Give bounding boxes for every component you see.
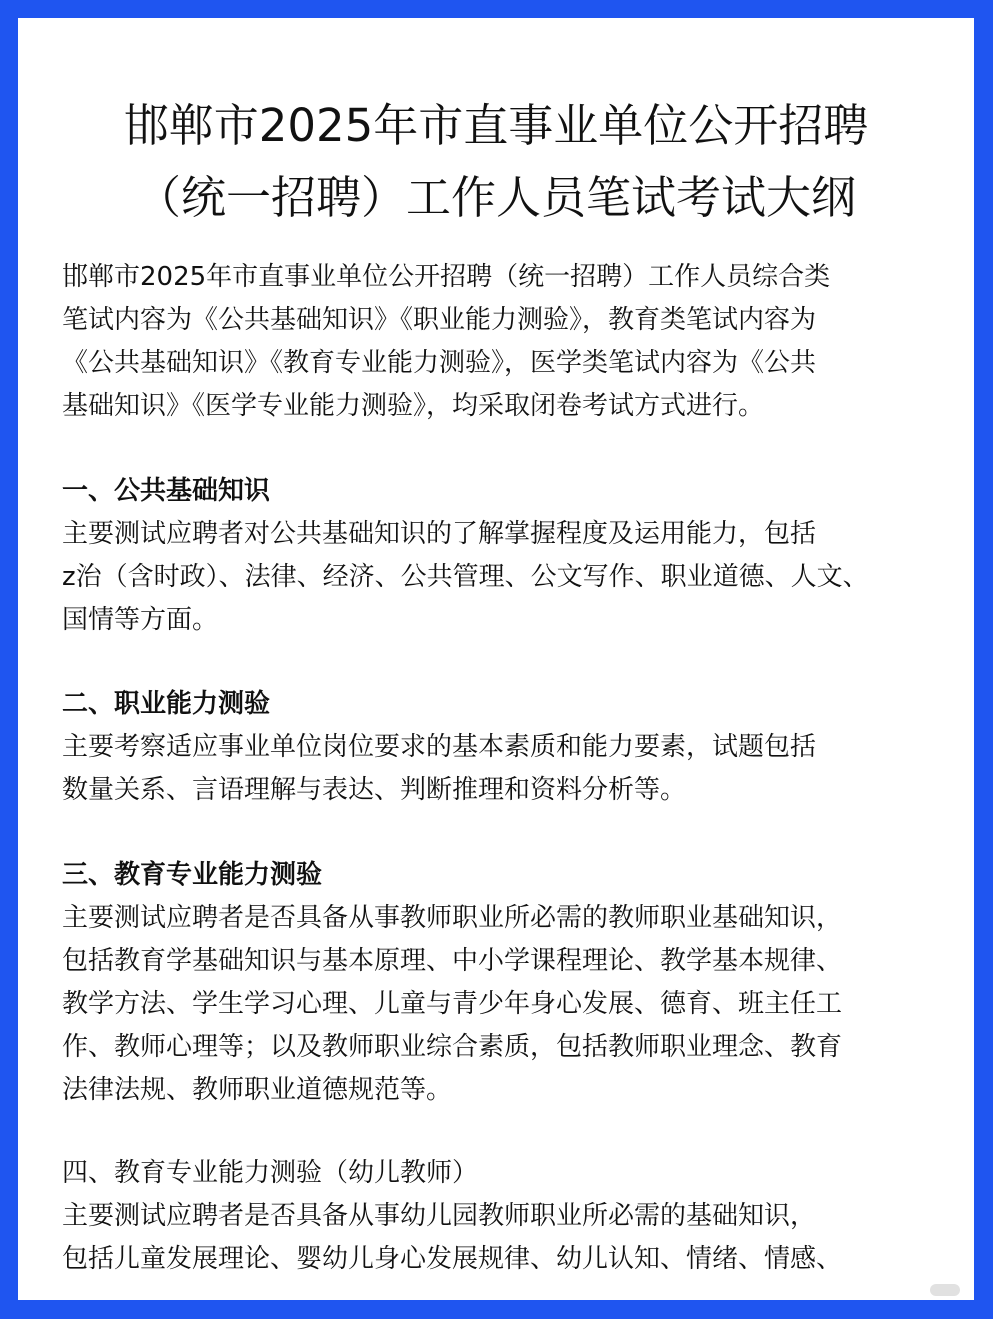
section-heading: 一、公共基础知识	[62, 476, 271, 506]
title-line-2: （统一招聘）工作人员笔试考试大纲	[135, 171, 856, 224]
section-preschool-education	[62, 1152, 967, 1281]
section-line: 主要测试应聘者对公共基础知识的了解掌握程度及运用能力，包括	[62, 519, 817, 549]
section-line: z治（含时政）、法律、经济、公共管理、公文写作、职业道德、人文、	[62, 562, 869, 592]
section-line: 包括教育学基础知识与基本原理、中小学课程理论、教学基本规律、	[62, 946, 843, 976]
section-line: 国情等方面。	[62, 605, 219, 635]
title-line-1: 邯郸市2025年市直事业单位公开招聘	[123, 99, 869, 152]
intro-paragraph	[62, 256, 967, 428]
intro-line: 邯郸市2025年市直事业单位公开招聘（统一招聘）工作人员综合类	[62, 262, 831, 292]
section-heading: 二、职业能力测验	[62, 689, 271, 719]
section-line: 包括儿童发展理论、婴幼儿身心发展规律、幼儿认知、情绪、情感、	[62, 1244, 843, 1274]
section-vocational-ability	[62, 683, 967, 812]
section-line: 主要测试应聘者是否具备从事教师职业所必需的教师职业基础知识，	[62, 903, 843, 933]
section-line: 教学方法、学生学习心理、儿童与青少年身心发展、德育、班主任工	[62, 989, 843, 1019]
document-title	[18, 90, 974, 234]
section-line: 主要测试应聘者是否具备从事幼儿园教师职业所必需的基础知识，	[62, 1201, 817, 1231]
section-heading: 四、教育专业能力测验（幼儿教师）	[62, 1158, 479, 1188]
intro-line: 笔试内容为《公共基础知识》《职业能力测验》，教育类笔试内容为	[62, 305, 817, 335]
document-page	[18, 18, 974, 1300]
intro-line: 《公共基础知识》《教育专业能力测验》，医学类笔试内容为《公共	[62, 348, 817, 378]
section-heading: 三、教育专业能力测验	[62, 860, 323, 890]
section-line: 数量关系、言语理解与表达、判断推理和资料分析等。	[62, 775, 687, 805]
section-education-ability	[62, 854, 967, 1112]
intro-line: 基础知识》《医学专业能力测验》，均采取闭卷考试方式进行。	[62, 391, 765, 421]
watermark-badge	[930, 1284, 960, 1296]
section-line: 法律法规、教师职业道德规范等。	[62, 1075, 453, 1105]
section-public-knowledge	[62, 470, 967, 642]
section-line: 主要考察适应事业单位岗位要求的基本素质和能力要素，试题包括	[62, 732, 817, 762]
section-line: 作、教师心理等；以及教师职业综合素质，包括教师职业理念、教育	[62, 1032, 843, 1062]
